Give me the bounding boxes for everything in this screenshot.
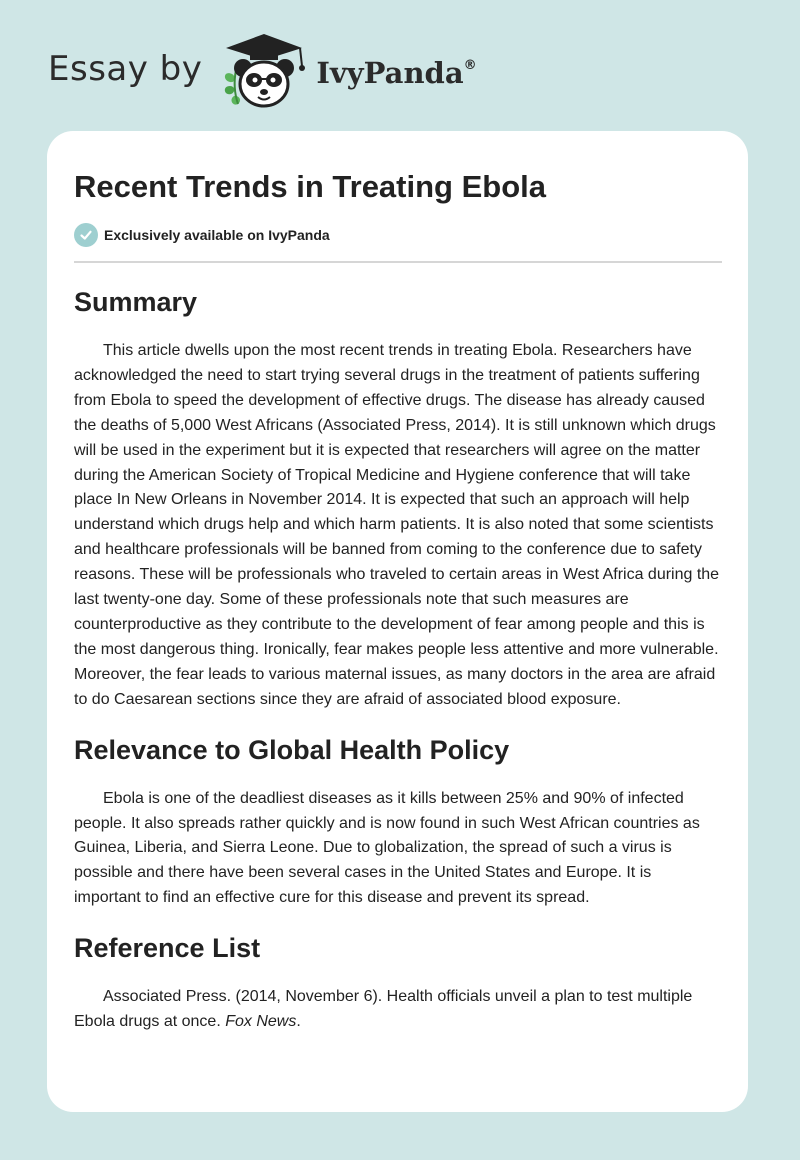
reference-entry: [74, 985, 722, 1035]
registered-mark: ®: [463, 58, 477, 73]
summary-paragraph: This article dwells upon the most recent trends in treating Ebola. Researchers have acknowledged the need to start trying several drugs in the treatment of patients suffering from Ebola to speed the development of effective drugs. The disease has already caused the deaths of 5,000 West Africans (Associated Press, 2014). It is still unknown which drugs will be used in the experiment but it is expected that researchers will agree on the matter during the American Society of Tropical Medicine and Hygiene conference that will take place In New Orleans in November 2014. It is expected that such an approach will help understand which drugs help and which harm patients. It is also noted that some scientists and healthcare professionals will be banned from coming to the conference due to safety reasons. These will be professionals who traveled to certain areas in West Africa during the last twenty-one day. Some of these professionals note that such measures are counterproductive as they contribute to the development of fear among people and this is the most dangerous thing. Ironically, fear makes people less attentive and more vulnerable. Moreover, the fear leads to various maternal issues, as many doctors in the area are afraid to do Caesarean sections since they are afraid of associated blood exposure.: [74, 342, 720, 708]
relevance-paragraph: Ebola is one of the deadliest diseases as it kills between 25% and 90% of infected people. It also spreads rather quickly and is now found in such West African countries as Guinea, Liberia, and Sierra Leone. Due to globalization, the spread of such a virus is possible and there have been several cases in the United States and Europe. It is important to find an effective cure for this disease and prevent its spread.: [74, 789, 700, 907]
exclusive-badge: [74, 223, 722, 247]
panda-logo-icon[interactable]: [216, 30, 312, 110]
essay-by-label: Essay by: [48, 49, 203, 89]
brand-text: IvyPanda: [316, 56, 464, 90]
check-icon: [74, 223, 98, 247]
brand-name[interactable]: [316, 56, 476, 90]
section-heading-relevance: Relevance to Global Health Policy: [74, 734, 510, 765]
article-title: Recent Trends in Treating Ebola: [74, 169, 546, 204]
divider: [74, 261, 722, 263]
reference-end: .: [296, 1013, 301, 1031]
section-heading-references: Reference List: [74, 933, 261, 964]
article-card: [47, 131, 748, 1112]
section-heading-summary: Summary: [74, 287, 198, 317]
site-header: [48, 30, 477, 110]
badge-label: Exclusively available on IvyPanda: [104, 227, 330, 243]
reference-text: Associated Press. (2014, November 6). Health officials unveil a plan to test multiple Ebola drugs at once.: [74, 988, 693, 1031]
reference-source: Fox News: [225, 1013, 297, 1031]
